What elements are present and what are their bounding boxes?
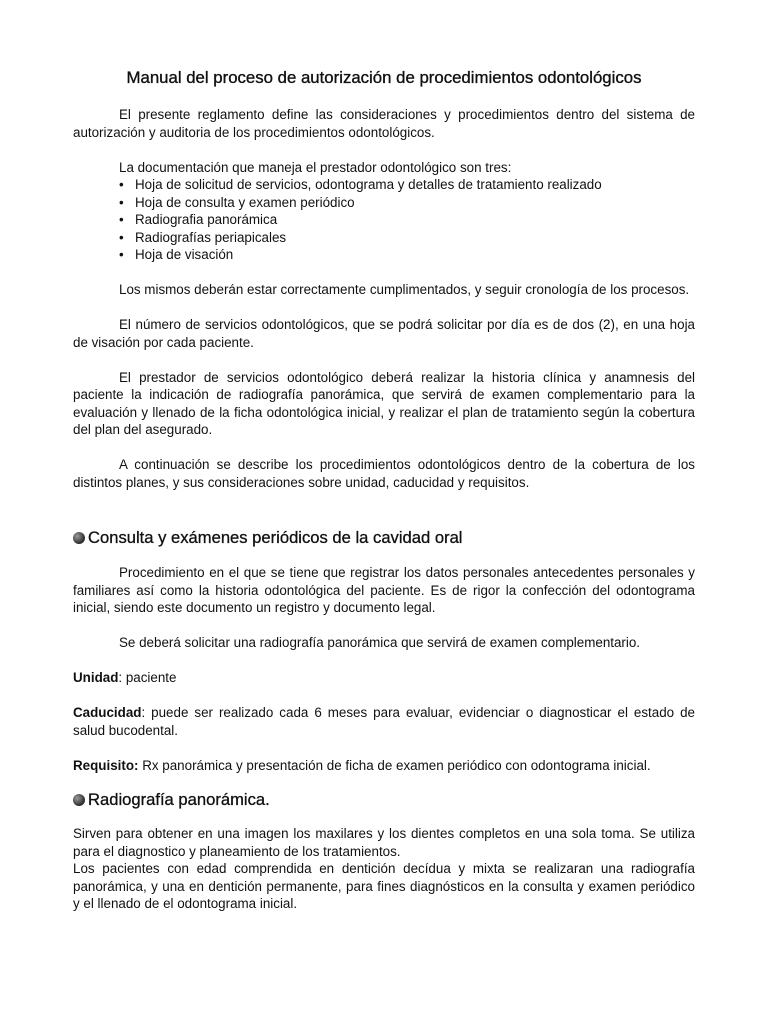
documents-list [73, 176, 695, 264]
caducidad-label: Caducidad [73, 705, 142, 720]
radiografia-paragraph-1: Sirven para obtener en una imagen los maxilares y los dientes completos en una sola toma. Se utiliza para el diagnostico y planeamiento de los tratamientos. [73, 826, 695, 859]
unidad-line [73, 669, 695, 687]
caducidad-line [73, 704, 695, 739]
consulta-paragraph: Procedimiento en el que se tiene que registrar los datos personales antecedentes personales y familiares así como la historia odontológica del paciente. Es de rigor la confección del odontograma inicial, siendo este documento un registro y documento legal. [73, 565, 695, 615]
section-heading-radiografia [73, 789, 695, 811]
list-item: • Hoja de solicitud de servicios, odontograma y detalles de tratamiento realizado [119, 176, 695, 194]
docs-lead-paragraph: La documentación que maneja el prestador odontológico son tres: [119, 159, 512, 175]
bullet-icon [73, 794, 85, 806]
cumplimentados-paragraph: Los mismos deberán estar correctamente cumplimentados, y seguir cronología de los procesos. [119, 282, 690, 297]
section-heading-text: Consulta y exámenes periódicos de la cavidad oral [88, 528, 463, 547]
list-item: • Hoja de consulta y examen periódico [119, 194, 695, 212]
continuacion-paragraph: A continuación se describe los procedimientos odontológicos dentro de la cobertura de los distintos planes, y sus consideraciones sobre unidad, caducidad y requisitos. [73, 457, 695, 490]
radiografia-paragraph-2: Los pacientes con edad comprendida en dentición decídua y mixta se realizaran una radiografía panorámica, y una en dentición permanente, para fines diagnósticos en la consulta y examen periódico y el llenado de el odontograma inicial. [73, 861, 695, 911]
caducidad-value: : puede ser realizado cada 6 meses para evaluar, evidenciar o diagnosticar el estado de salud bucodental. [73, 705, 695, 738]
list-item: • Hoja de visación [119, 246, 695, 264]
prestador-paragraph: El prestador de servicios odontológico deberá realizar la historia clínica y anamnesis del paciente la indicación de radiografía panorámica, que servirá de examen complementario para la evaluación y llenado de la ficha odontológica inicial, y realizar el plan de tratamiento según la cobertura del plan del asegurado. [73, 369, 695, 437]
section-heading-text: Radiografía panorámica. [88, 790, 270, 809]
requisito-line [73, 757, 695, 775]
numero-servicios-paragraph: El número de servicios odontológicos, que se podrá solicitar por día es de dos (2), en una hoja de visación por cada paciente. [73, 317, 695, 350]
list-item: • Radiografías periapicales [119, 229, 695, 247]
intro-paragraph: El presente reglamento define las consideraciones y procedimientos dentro del sistema de autorización y auditoria de los procedimientos odontológicos. [73, 107, 695, 140]
bullet-icon [73, 532, 85, 544]
document-title: Manual del proceso de autorización de procedimientos odontológicos [126, 68, 642, 87]
unidad-label: Unidad [73, 670, 119, 685]
section-heading-consulta [73, 527, 695, 549]
list-item: • Radiografia panorámica [119, 211, 695, 229]
requisito-label: Requisito: [73, 757, 139, 773]
radiografia-request-paragraph: Se deberá solicitar una radiografía panorámica que servirá de examen complementario. [119, 635, 641, 650]
requisito-value: Rx panorámica y presentación de ficha de examen periódico con odontograma inicial. [138, 757, 651, 773]
unidad-value: : paciente [118, 670, 177, 685]
